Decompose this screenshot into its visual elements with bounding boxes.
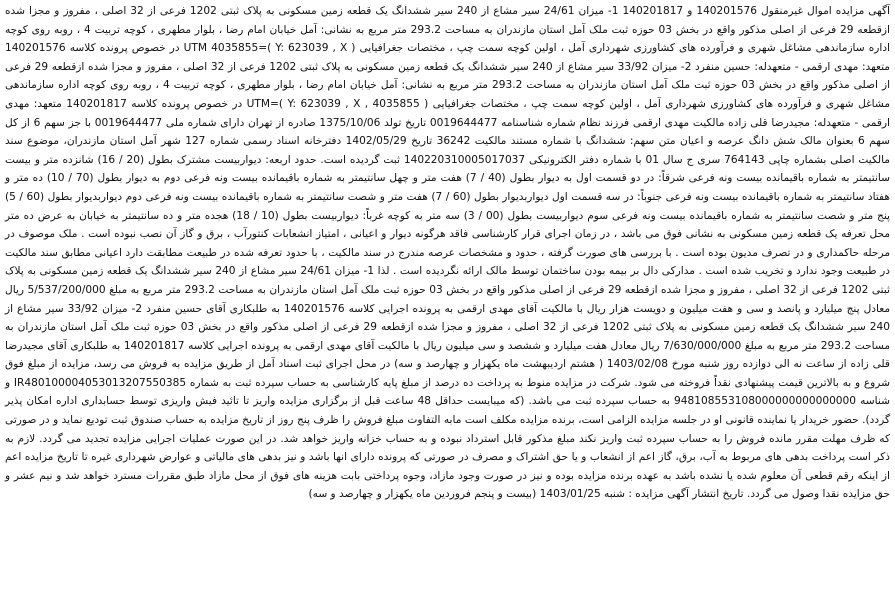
auction-notice-body: آگهی مزایده اموال غیرمنقول 140201576 و 140201817 1- میزان 24/61 سیر مشاع از 240 سیر ششدانگ یک قطعه زمین مسکونی به پلاک ثبتی 1202 فرعی از 32 اصلی ، مفروز و مجزا شده ازقطعه 29 فرعی از اصلی مذکور واقع در بخش 03 حوزه ثبت ملک آمل استان مازندران به مساحت 293.2 متر مربع به نشانی: آمل خیابان امام رضا ، بلوار مطهری ، کوچه تربیت 4 ، روبه روی کوچه اداره سازماندهی مشاغل شهری و فرآورده های کشاورزی شهرداری آمل ، اولین کوچه سمت چپ ، مختصات جغرافیایی ( Y: 623039 , X )=UTM 4035855 در خصوص پرونده کلاسه 140201576 متعهد: مهدی ارقمی - متعهدله: حسین منفرد 2- میزان 33/92 سیر مشاع از 240 سیر ششدانگ یک قطعه زمین مسکونی به پلاک ثبتی 1202 فرعی از 32 اصلی ، مفروز و مجزا شده ازقطعه 29 فرعی از اصلی مذکور واقع در بخش 03 حوزه ثبت ملک آمل استان مازندران به مساحت 293.2 متر مربع به نشانی: آمل خیابان امام رضا ، بلوار مطهری ، کوچه تربیت 4 ، روبه روی کوچه اداره سازماندهی مشاغل شهری و فرآورده های کشاورزی شهرداری آمل ، اولین کوچه سمت چپ ، مختصات جغرافیایی ( 4035855 , Y: 623039 , X )=UTM در خصوص پرونده کلاسه 140201817 متعهد: مهدی ارقمی - متعهدله: مجیدرضا قلی زاده مالکیت مهدی ارقمی فرزند نظام شماره شناسنامه 0019644477 تاریخ تولد 1375/10/06 صادره از تهران دارای شماره ملی 0019644477 با جز سهم 6 از کل سهم 6 بعنوان مالک شش دانگ عرصه و اعیان متن سهم: ششدانگ با شماره مستند مالکیت 36242 تاریخ 1402/05/29 دفترخانه اسناد رسمی شماره 127 شهر آمل استان مازندران، موضوع سند مالکیت اصلی بشماره چاپی 764143 سری ج سال 01 با شماره دفتر الکترونیکی 140220310005017037 ثبت گردیده است. حدود اربعه: دیواربیست مشترک بطول (20 / 16) شانزده متر و بیست سانتیمتر به شماره باقیمانده بیست ونه فرعی شرقاً: در دو قسمت اول به دیوار بطول (40 / 7) هفت متر و چهل سانتیمتر به شماره باقیمانده بیست ونه فرعی دوم به دیوار بطول (70 / 10) ده متر و هفتاد سانتیمتر به شماره باقیمانده بیست ونه فرعی جنوباً: در سه قسمت اول دیواربدیوار بطول (60 / 7) هفت متر و شصت سانتیمتر به شماره باقیمانده بیست ونه فرعی دوم دیواربدیوار بطول (60 / 5) پنج متر و شصت سانتیمتر به شماره باقیمانده بیست ونه فرعی سوم دیواربیست بطول (00 / 3) سه متر به کوچه غرباً: دیواربیست بطول (10 / 18) هجده متر و ده سانتیمتر به خیابان به عرض ده متر محل تعرفه یک قطعه زمین مسکونی به نشانی فوق می باشد ، در زمان اجرای قرار کارشناسی فاقد هرگونه دیوار و اعیانی ، امتیاز انشعابات کنتورآب ، برق و گاز آن نصب نبوده است . ملک موصوف در مرحله حاکمداری و در تصرف مدیون بوده است . با بررسی های صورت گرفته ، حدود و مشخصات عرصه مندرج در سند مالکیت ، با حدود تعرفه شده در طبیعت مطابقت دارد اعیانی مطابق سند مالکیت در طبیعت وجود ندارد و تخریب شده است . مدارکی دال بر بیمه بودن ساختمان توسط مالک ارائه نگردیده است . لذا 1- میزان 24/61 سیر مشاع از 240 سیر ششدانگ یک قطعه زمین مسکونی به پلاک ثبتی 1202 فرعی از 32 اصلی ، مفروز و مجزا شده ازقطعه 29 فرعی از اصلی مذکور واقع در بخش 03 حوزه ثبت ملک آمل استان مازندران به مساحت 293.2 متر مربع به مبلغ 5/537/200/000 ریال معادل پنج میلیارد و پانصد و سی و هفت میلیون و دویست هزار ریال با مالکیت آقای مهدی ارقمی به پرونده اجرایی کلاسه 140201576 به طلبکاری آقای حسین منفرد 2- میزان 33/92 سیر مشاع از 240 سیر ششدانگ یک قطعه زمین مسکونی به پلاک ثبتی 1202 فرعی از 32 اصلی ، مفروز و مجزا شده ازقطعه 29 فرعی از اصلی مذکور واقع در بخش 03 حوزه ثبت ملک آمل استان مازندران به مساحت 293.2 متر مربع به مبلغ 7/630/000/000 ریال معادل هفت میلیارد و ششصد و سی میلیون ریال با مالکیت آقای مهدی ارقمی به پرونده اجرایی کلاسه 140201817 به طلبکاری آقای مجیدرضا قلی زاده از ساعت نه الی دوازده روز شنبه مورخ 1403/02/08 ( هشتم اردیبهشت ماه یکهزار و چهارصد و سه) در محل اجرای ثبت اسناد آمل از طریق مزایده به فروش می رسد، مزایده از مبلغ فوق شروع و به بالاترین قیمت پیشنهادی نقداً فروخته می شود. شرکت در مزایده منوط به پرداخت ده درصد از مبلغ پایه کارشناسی به حساب سپرده ثبت به شماره IR480100004053013207550385 و شناسه 948108553108000000000000000 به حساب سپرده ثبت می باشد. (که میبایست حداقل 48 ساعت قبل از برگزاری مزایده واریز تا تائید فیش واریزی توسط حسابداری اداره امکان پذیر گردد). حضور خریدار یا نماینده قانونی او در جلسه مزایده الزامی است، برنده مزایده مکلف است مابه التفاوت مبلغ فروش را ظرف پنج روز از تاریخ مزایده به حساب صندوق ثبت تودیع نماید و در صورتی که ظرف مهلت مقرر مانده فروش را به حساب سپرده ثبت واریز نکند مبلغ مذکور قابل استرداد نبوده و به حساب خزانه واریز خواهد شد. در این صورت عملیات اجرایی مزایده تجدید می گردد. لازم به ذکر است پرداخت بدهی های مربوط به آب، برق، گاز اعم از انشعاب و یا حق اشتراک و مصرف در صورتی که پرونده دارای انها باشد و نیز بدهی های مالیاتی و عوارض شهرداری غیره تا تاریخ مزایده اعم از اینکه رقم قطعی آن معلوم شده یا نشده باشد به عهده برنده مزایده بوده و نیز در صورت وجود مازاد، وجوه پرداختی بابت هزینه های فوق از محل مازاد طبق مقررات مسترد خواهد شد و نیم عشر و حق مزایده نقدا وصول می گردد. تاریخ انتشار آگهی مزایده : شنبه 1403/01/25 (بیست و پنجم فروردین ماه یکهزار و چهارصد و سه) (5, 5, 891, 501)
